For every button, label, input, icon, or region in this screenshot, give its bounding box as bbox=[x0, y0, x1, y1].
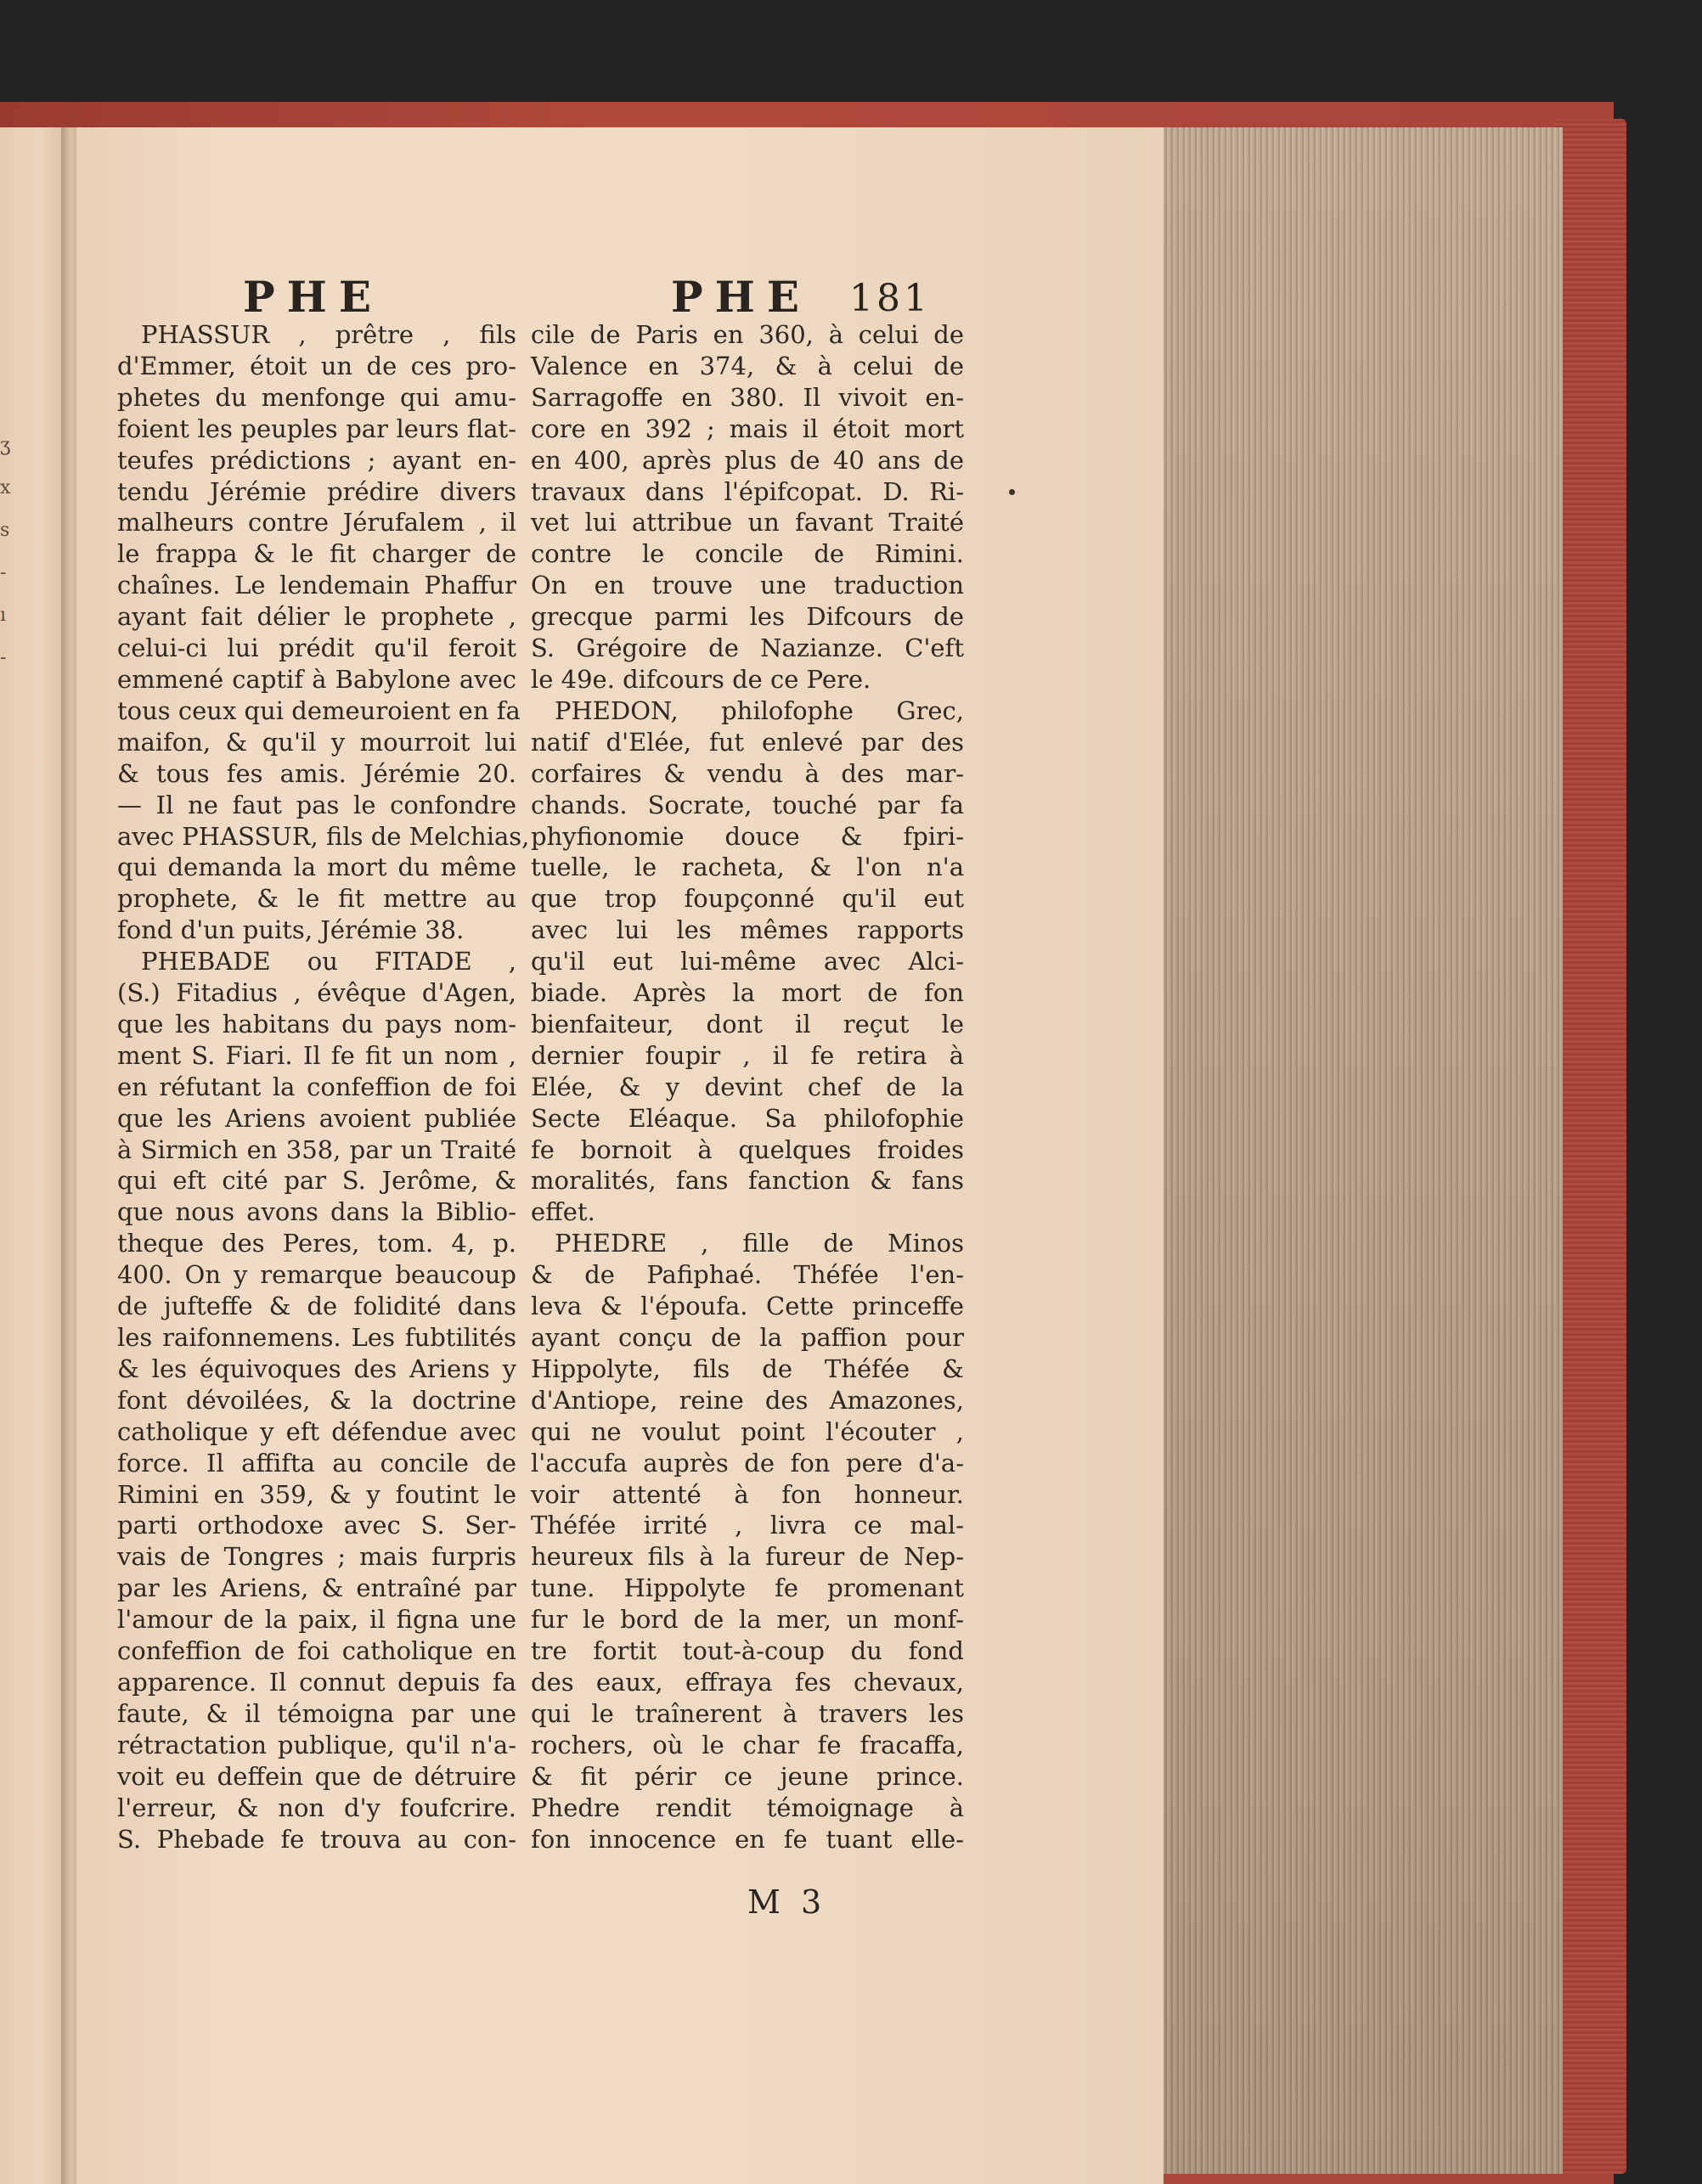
text-line: des eaux, effraya fes chevaux, bbox=[531, 1667, 964, 1697]
page-block-edges bbox=[1164, 127, 1563, 2174]
text-line: que trop foupçonné qu'il eut bbox=[531, 884, 964, 914]
text-line: d'Antiope, reine des Amazones, bbox=[531, 1385, 964, 1415]
margin-fragment: - bbox=[0, 647, 7, 668]
text-line: 400. On y remarque beaucoup bbox=[117, 1260, 516, 1290]
text-line: tre fortit tout-à-coup du fond bbox=[531, 1636, 964, 1666]
text-line: fe bornoit à quelques froides bbox=[531, 1134, 964, 1164]
text-line: parti orthodoxe avec S. Ser- bbox=[117, 1511, 516, 1540]
text-line: à Sirmich en 358, par un Traité bbox=[117, 1134, 516, 1164]
text-line: force. Il affifta au concile de bbox=[117, 1448, 516, 1478]
text-line: PHEDON, philofophe Grec, bbox=[555, 695, 964, 725]
margin-dot bbox=[1009, 489, 1015, 495]
text-line: rétractation publique, qu'il n'a- bbox=[117, 1730, 516, 1759]
left-text-column bbox=[117, 319, 530, 1855]
text-line: avec lui les mêmes rapports bbox=[531, 915, 964, 945]
text-line: Hippolyte, fils de Théfée & bbox=[531, 1354, 964, 1383]
margin-fragment: ı bbox=[0, 605, 7, 626]
text-line: Sarragoffe en 380. Il vivoit en- bbox=[531, 382, 964, 412]
text-line: Elée, & y devint chef de la bbox=[531, 1072, 964, 1101]
text-line: biade. Après la mort de fon bbox=[531, 978, 964, 1008]
text-line: On en trouve une traduction bbox=[531, 571, 964, 600]
text-line: leva & l'époufa. Cette princeffe bbox=[531, 1292, 964, 1321]
text-line: l'amour de la paix, il figna une bbox=[117, 1605, 516, 1635]
text-line: ayant fait délier le prophete , bbox=[117, 602, 516, 632]
text-line: que les habitans du pays nom- bbox=[117, 1009, 516, 1039]
text-line: heureux fils à la fureur de Nep- bbox=[531, 1542, 964, 1572]
text-line: phyfionomie douce & fpiri- bbox=[531, 821, 964, 851]
text-line: & fit périr ce jeune prince. bbox=[531, 1761, 964, 1791]
text-line: cile de Paris en 360, à celui de bbox=[531, 320, 964, 349]
text-line: vais de Tongres ; mais furpris bbox=[117, 1542, 516, 1572]
text-line: moralités, fans fanction & fans bbox=[531, 1166, 964, 1196]
text-line: confeffion de foi catholique en bbox=[117, 1636, 516, 1666]
text-line: dernier foupir , il fe retira à bbox=[531, 1040, 964, 1070]
text-line: emmené captif à Babylone avec bbox=[117, 664, 516, 694]
running-head-right: PHE bbox=[671, 272, 811, 322]
text-line: que nous avons dans la Biblio- bbox=[117, 1197, 516, 1227]
text-line: & de Pafiphaé. Théfée l'en- bbox=[531, 1260, 964, 1290]
text-line: malheurs contre Jérufalem , il bbox=[117, 508, 516, 538]
text-line: les raifonnemens. Les fubtilités bbox=[117, 1323, 516, 1352]
text-line: theque des Peres, tom. 4, p. bbox=[117, 1229, 516, 1258]
text-line: qui ne voulut point l'écouter , bbox=[531, 1416, 964, 1446]
text-line: — Il ne faut pas le confondre bbox=[117, 790, 516, 819]
text-line: (S.) Fitadius , évêque d'Agen, bbox=[117, 978, 516, 1008]
text-line: le frappa & le fit charger de bbox=[117, 539, 516, 569]
text-line: S. Phebade fe trouva au con- bbox=[117, 1824, 516, 1854]
text-line: tendu Jérémie prédire divers bbox=[117, 476, 516, 506]
text-line: vet lui attribue un favant Traité bbox=[531, 508, 964, 538]
text-line: S. Grégoire de Nazianze. C'eft bbox=[531, 633, 964, 663]
text-line: ment S. Fiari. Il fe fit un nom , bbox=[117, 1040, 516, 1070]
text-line: l'erreur, & non d'y foufcrire. bbox=[117, 1793, 516, 1822]
text-line: Secte Eléaque. Sa philofophie bbox=[531, 1103, 964, 1133]
text-line: rochers, où le char fe fracaffa, bbox=[531, 1730, 964, 1759]
text-line: font dévoilées, & la doctrine bbox=[117, 1385, 516, 1415]
text-line: PHEBADE ou FITADE , bbox=[141, 947, 516, 977]
text-line: teufes prédictions ; ayant en- bbox=[117, 445, 516, 475]
text-line: ayant conçu de la paffion pour bbox=[531, 1323, 964, 1352]
margin-fragment: - bbox=[0, 562, 7, 583]
left-margin-fragments bbox=[0, 425, 25, 934]
text-line: prophete, & le fit mettre au bbox=[117, 884, 516, 914]
text-line: phetes du menfonge qui amu- bbox=[117, 382, 516, 412]
text-line: par les Ariens, & entraîné par bbox=[117, 1573, 516, 1603]
text-line: PHEDRE , fille de Minos bbox=[555, 1229, 964, 1258]
text-line: voir attenté à fon honneur. bbox=[531, 1479, 964, 1509]
page-number: 181 bbox=[849, 277, 931, 320]
text-line: fond d'un puits, Jérémie 38. bbox=[117, 915, 465, 945]
text-line: natif d'Elée, fut enlevé par des bbox=[531, 727, 964, 757]
text-line: chands. Socrate, touché par fa bbox=[531, 790, 964, 819]
text-line: voit eu deffein que de détruire bbox=[117, 1761, 516, 1791]
text-line: core en 392 ; mais il étoit mort bbox=[531, 414, 964, 443]
margin-fragment: ʒ bbox=[0, 435, 11, 456]
text-line: PHASSUR , prêtre , fils bbox=[141, 320, 516, 349]
text-line: faute, & il témoigna par une bbox=[117, 1698, 516, 1728]
text-line: bienfaiteur, dont il reçut le bbox=[531, 1009, 964, 1039]
text-line: qui eft cité par S. Jerôme, & bbox=[117, 1166, 516, 1196]
text-line: Phedre rendit témoignage à bbox=[531, 1793, 964, 1822]
text-line: qu'il eut lui-même avec Alci- bbox=[531, 947, 964, 977]
text-line: & les équivoques des Ariens y bbox=[117, 1354, 516, 1383]
text-line: effet. bbox=[531, 1197, 595, 1227]
text-line: que les Ariens avoient publiée bbox=[117, 1103, 516, 1133]
text-line: Rimini en 359, & y foutint le bbox=[117, 1479, 516, 1509]
text-line: corfaires & vendu à des mar- bbox=[531, 758, 964, 788]
text-line: fur le bord de la mer, un monf- bbox=[531, 1605, 964, 1635]
text-line: en réfutant la confeffion de foi bbox=[117, 1072, 516, 1101]
text-line: tous ceux qui demeuroient en fa bbox=[117, 695, 521, 725]
text-line: travaux dans l'épifcopat. D. Ri- bbox=[531, 476, 964, 506]
text-line: apparence. Il connut depuis fa bbox=[117, 1667, 516, 1697]
text-line: Valence en 374, & à celui de bbox=[531, 351, 964, 380]
text-line: Théfée irrité , livra ce mal- bbox=[531, 1511, 964, 1540]
margin-fragment: x bbox=[0, 477, 11, 498]
margin-fragment: s bbox=[0, 520, 10, 541]
book-cover-edge bbox=[1554, 119, 1626, 2174]
text-line: qui le traînerent à travers les bbox=[531, 1698, 964, 1728]
text-line: tune. Hippolyte fe promenant bbox=[531, 1573, 964, 1603]
text-line: catholique y eft défendue avec bbox=[117, 1416, 516, 1446]
text-line: le 49e. difcours de ce Pere. bbox=[531, 664, 871, 694]
running-head-left: PHE bbox=[243, 272, 383, 322]
text-line: de jufteffe & de folidité dans bbox=[117, 1292, 516, 1321]
left-page-edge bbox=[0, 127, 68, 2184]
right-text-column bbox=[531, 319, 964, 1855]
text-line: qui demanda la mort du même bbox=[117, 853, 516, 882]
text-line: d'Emmer, étoit un de ces pro- bbox=[117, 351, 516, 380]
text-line: & tous fes amis. Jérémie 20. bbox=[117, 758, 516, 788]
signature-mark: M 3 bbox=[747, 1883, 827, 1921]
text-line: tuelle, le racheta, & l'on n'a bbox=[531, 853, 964, 882]
text-line: fon innocence en fe tuant elle- bbox=[531, 1824, 964, 1854]
text-line: en 400, après plus de 40 ans de bbox=[531, 445, 964, 475]
text-line: avec PHASSUR, fils de Melchias, bbox=[117, 821, 530, 851]
text-line: chaînes. Le lendemain Phaffur bbox=[117, 571, 516, 600]
text-line: celui-ci lui prédit qu'il feroit bbox=[117, 633, 516, 663]
text-line: contre le concile de Rimini. bbox=[531, 539, 964, 569]
text-line: grecque parmi les Difcours de bbox=[531, 602, 964, 632]
text-line: l'accufa auprès de fon pere d'a- bbox=[531, 1448, 964, 1478]
text-line: foient les peuples par leurs flat- bbox=[117, 414, 516, 443]
text-line: maifon, & qu'il y mourroit lui bbox=[117, 727, 516, 757]
